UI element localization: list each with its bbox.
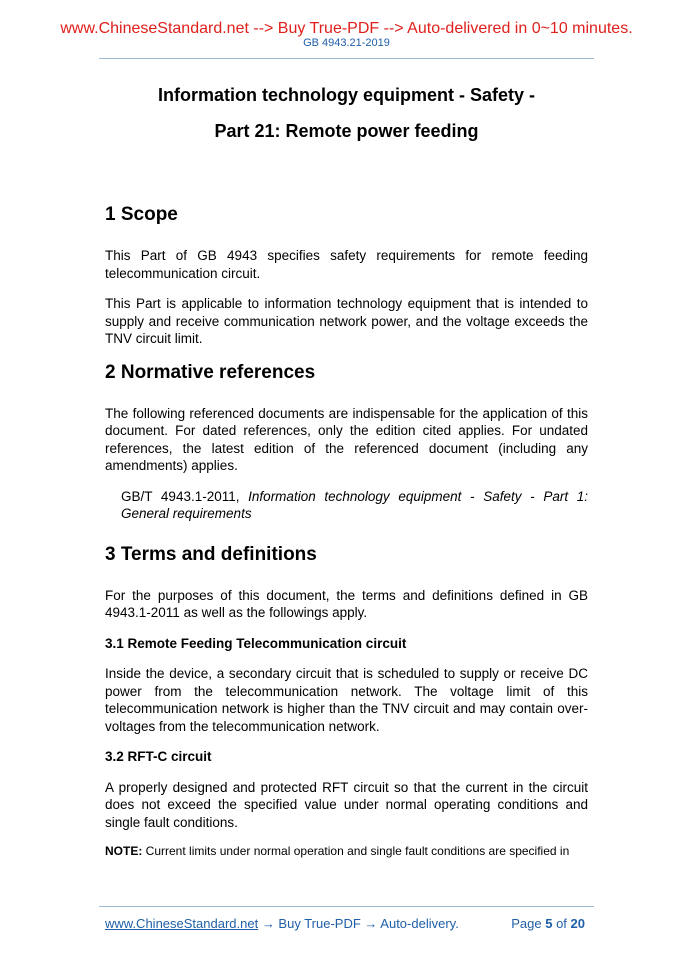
note-paragraph: [105, 844, 588, 859]
page-footer: [105, 916, 585, 932]
page-label: Page: [511, 916, 546, 931]
header-divider: [99, 58, 594, 59]
note-text: Current limits under normal operation and single fault conditions are specified in: [142, 844, 570, 858]
reference-code: GB/T 4943.1-2011,: [121, 488, 249, 504]
footer-link[interactable]: www.ChineseStandard.net: [105, 916, 259, 931]
standard-number: GB 4943.21-2019: [303, 37, 390, 49]
scope-paragraph-1: This Part of GB 4943 specifies safety requirements for remote feeding telecommunication circuit.: [105, 248, 588, 281]
section-heading-scope: 1 Scope: [105, 204, 178, 225]
terms-paragraph: For the purposes of this document, the terms and definitions defined in GB 4943.1-2011 as well as the followings apply.: [105, 587, 588, 620]
section-heading-normative-references: 2 Normative references: [105, 361, 316, 383]
page-total: 20: [570, 916, 585, 931]
term-3-1-heading: 3.1 Remote Feeding Telecommunication circuit: [105, 635, 407, 651]
section-heading-terms: 3 Terms and definitions: [105, 543, 317, 565]
term-3-1-body: Inside the device, a secondary circuit that is scheduled to supply or receive DC power from the telecommunication network. The voltage limit of this telecommunication network is higher than the TNV circuit and may contain over-voltages from the telecommunication network.: [105, 666, 588, 734]
note-label: NOTE:: [105, 844, 143, 858]
document-title-line2: Part 21: Remote power feeding: [214, 121, 479, 141]
reference-title: Information technology equipment - Safety - Part 1: General requirements: [121, 488, 588, 521]
scope-paragraph-2: This Part is applicable to information technology equipment that is intended to supply and receive communication network power, and the voltage exceeds the TNV circuit limit.: [105, 296, 588, 346]
page-number: 5: [545, 916, 553, 931]
page-of-label: of: [552, 916, 571, 931]
reference-entry: [121, 488, 588, 523]
site-banner[interactable]: www.ChineseStandard.net --> Buy True-PDF --> Auto-delivered in 0~10 minutes.: [60, 20, 633, 37]
document-title-line1: Information technology equipment - Safety -: [157, 85, 535, 105]
page-indicator: [511, 916, 585, 932]
normative-paragraph: The following referenced documents are indispensable for the application of this document. For dated references, only the edition cited applies. For undated references, the latest edition of the referenced document (including any amendments) applies.: [105, 405, 588, 473]
footer-divider: [99, 906, 594, 907]
term-3-2-body: A properly designed and protected RFT circuit so that the current in the circuit does not exceed the specified value under normal operating conditions and single fault conditions.: [105, 779, 588, 830]
footer-trail: → Buy True-PDF → Auto-delivery.: [258, 916, 459, 931]
document-body: [105, 203, 588, 872]
term-3-2-heading: 3.2 RFT-C circuit: [105, 749, 212, 764]
